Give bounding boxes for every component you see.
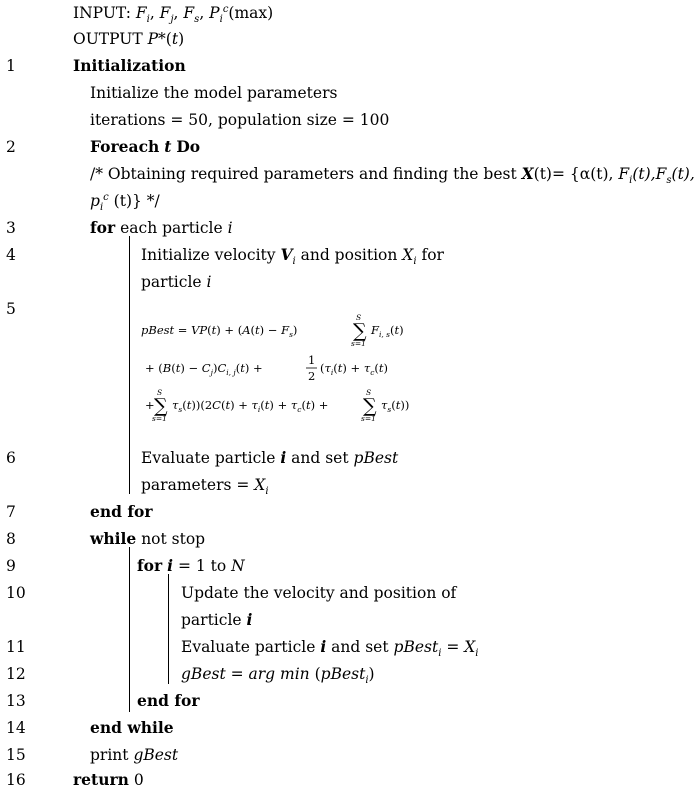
formula-row-3-plus: + — [145, 398, 155, 412]
print-gbest-line: print gBest — [90, 746, 179, 764]
line-number: 9 — [6, 557, 16, 575]
line-number: 14 — [6, 719, 26, 737]
update-velocity-line-2: particle i — [181, 610, 253, 629]
input-label: INPUT: — [73, 4, 136, 22]
evaluate-pbest-line: Evaluate particle i and set pBest$_i$ = $X_i$ — [181, 637, 479, 660]
line-number: 7 — [6, 503, 16, 521]
formula-row-2-tail: ($\tau_i(t) + \tau_c(t)$ — [320, 361, 389, 377]
formula-row-2: + $(B(t) - C_j)C_{i, j}(t)$ + — [145, 361, 263, 377]
update-velocity-line: Update the velocity and position of — [181, 584, 457, 602]
line-number: 13 — [6, 692, 26, 710]
sum-upper: S — [356, 313, 362, 322]
evaluate-particle-line: Evaluate particle i and set pBest — [141, 448, 399, 467]
sum-sign: ∑ — [353, 320, 367, 342]
output-line: OUTPUT P*(t) — [73, 30, 185, 48]
gbest-line: gBest = arg min (pBest$_i$) — [181, 665, 375, 687]
sum-lower-2: s=1 — [152, 414, 167, 423]
while-line: while not stop — [90, 529, 206, 548]
for-i-line: for i = 1 to N — [137, 556, 245, 575]
sum-lower: s=1 — [351, 339, 366, 348]
end-while-keyword: end while — [90, 718, 174, 737]
sum-sign-2: ∑ — [154, 395, 168, 417]
sum-lower-3: s=1 — [361, 414, 376, 423]
line-number: 3 — [6, 219, 16, 237]
end-for-keyword-inner: end for — [137, 691, 200, 710]
init-params-text: Initialize the model parameters — [90, 84, 338, 102]
fraction-denominator: 2 — [308, 369, 316, 383]
while-block-bar — [129, 547, 130, 712]
line-number: 4 — [6, 246, 16, 264]
formula-row-1-tail: $F_{i, s}(t)$ — [371, 323, 404, 339]
return-line: return 0 — [73, 770, 144, 789]
line-number: 1 — [6, 57, 16, 75]
comment-line-2: $p_i^c$ (t)} */ — [90, 191, 160, 214]
sum-upper-2: S — [157, 388, 163, 397]
initialization-keyword: Initialization — [73, 56, 186, 75]
line-number: 6 — [6, 449, 16, 467]
for-block-bar — [129, 236, 130, 494]
line-number: 10 — [6, 584, 26, 602]
inner-for-block-bar — [168, 574, 169, 684]
pbest-formula — [141, 286, 441, 423]
end-for-keyword: end for — [90, 502, 153, 521]
for-each-particle-line: for each particle i — [90, 218, 233, 237]
line-number: 11 — [6, 638, 26, 656]
foreach-line: Foreach t Do — [90, 137, 201, 156]
formula-row-3-tail: $\tau_s(t)$) — [381, 398, 410, 414]
init-velocity-line-2: particle i — [141, 273, 212, 291]
line-number: 16 — [6, 771, 26, 789]
line-number: 2 — [6, 138, 16, 156]
iterations-text: iterations = 50, population size = 100 — [90, 111, 390, 129]
line-number: 15 — [6, 746, 26, 764]
evaluate-particle-line-2: parameters = $X_i$ — [141, 476, 269, 498]
input-line: INPUT: $F_i$, $F_j$, $F_s$, $P_i^c(\max)$ — [73, 3, 274, 26]
sum-sign-3: ∑ — [363, 395, 377, 417]
line-number: 8 — [6, 530, 16, 548]
sum-upper-3: S — [366, 388, 372, 397]
formula-row-3: $\tau_s(t))(2C(t) + \tau_i(t) + \tau_c(t)$ + — [172, 398, 329, 414]
comment-line: /* Obtaining required parameters and finding the best X(t)= {α(t), $F_i(t),F_s(t)$, — [90, 164, 695, 187]
init-velocity-line: Initialize velocity $V_i$ and position $X_i$ for — [141, 245, 444, 268]
fraction-numerator: 1 — [308, 353, 316, 367]
line-number: 12 — [6, 665, 26, 683]
formula-row-1: pBest = $VP(t) + (A(t) - F_s)$ — [141, 323, 298, 339]
line-number: 5 — [6, 300, 16, 318]
